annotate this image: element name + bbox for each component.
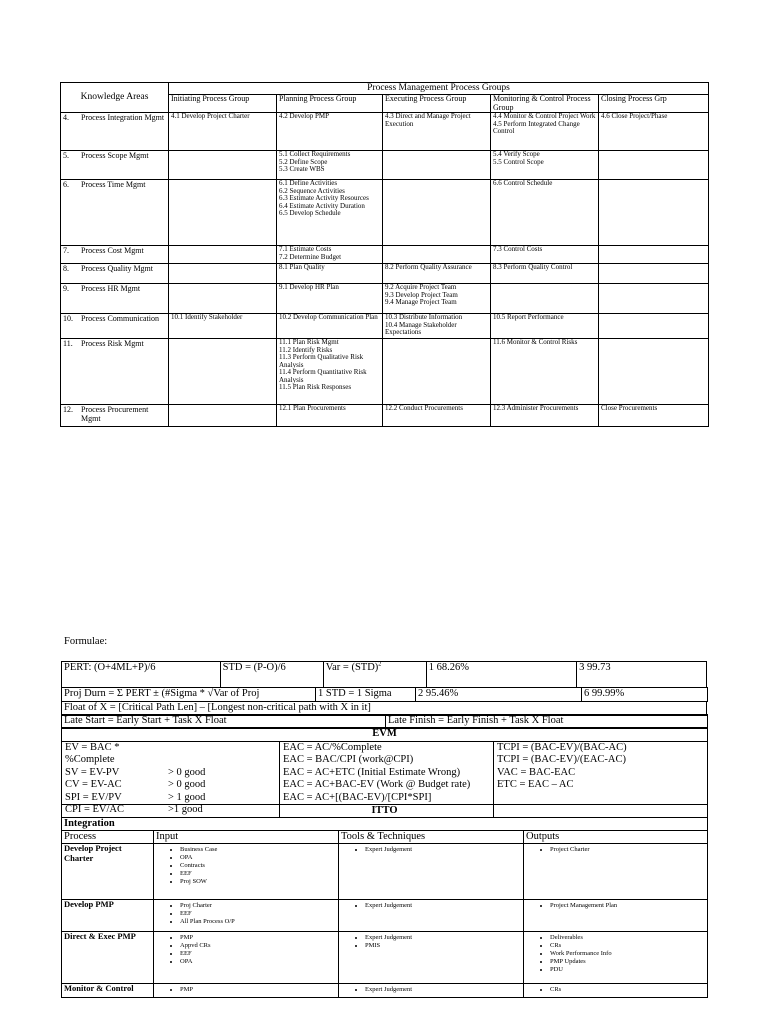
process-list xyxy=(171,113,274,121)
itto-inputs-cell xyxy=(154,984,339,998)
itto-process-name: Develop PMP xyxy=(62,900,154,932)
sigma-2: 2 95.46% xyxy=(416,688,582,702)
process-item: 4.2 Develop PMP xyxy=(279,112,329,120)
process-item: 11.5 Plan Risk Responses xyxy=(279,383,352,391)
itto-outputs-list xyxy=(524,934,707,974)
process-cell-monitoring xyxy=(491,180,599,246)
itto-tools-list xyxy=(339,902,523,910)
proj-durn-formula: Proj Durn = Σ PERT ± (#Sigma * √Var of Proj xyxy=(62,688,316,702)
column-header: Executing Process Group xyxy=(383,95,491,113)
itto-tools-list xyxy=(339,934,523,950)
knowledge-area-label xyxy=(63,264,166,273)
evm-formula-text: CV = EV-AC xyxy=(65,779,122,790)
column-header: Monitoring & Control Process Group xyxy=(491,95,599,113)
process-groups-header: Process Management Process Groups xyxy=(169,83,709,95)
process-cell-executing xyxy=(383,284,491,314)
process-cell-planning xyxy=(277,405,383,427)
process-item: 12.1 Plan Procurements xyxy=(279,404,346,412)
process-item: 7.3 Control Costs xyxy=(493,245,543,253)
process-item: 10.4 Manage Stakeholder Expectations xyxy=(385,320,457,336)
evm-formula xyxy=(65,742,276,767)
evm-formula-text: SPI = EV/PV xyxy=(65,791,122,803)
evm-formula xyxy=(65,767,276,780)
itto-tools-list xyxy=(339,986,523,994)
knowledge-area-cell xyxy=(61,264,169,284)
process-item: 10.5 Report Performance xyxy=(493,313,564,321)
process-cell-initiating xyxy=(169,314,277,339)
process-cell-monitoring xyxy=(491,151,599,180)
itto-inputs-item: • Proj Charter xyxy=(180,902,338,910)
itto-table xyxy=(61,804,708,998)
knowledge-area-label xyxy=(63,339,166,348)
process-item: 12.3 Administer Procurements xyxy=(493,404,579,412)
process-item: 11.6 Monitor & Control Risks xyxy=(493,338,578,346)
process-item: 4.5 Perform Integrated Change Control xyxy=(493,119,580,135)
process-cell-initiating xyxy=(169,151,277,180)
process-item: 7.1 Estimate Costs xyxy=(279,245,332,253)
itto-tools-cell xyxy=(339,984,524,998)
knowledge-area-row xyxy=(61,314,709,339)
knowledge-area-name: Process Cost Mgmt xyxy=(81,246,144,255)
column-header: Planning Process Group xyxy=(277,95,383,113)
process-list xyxy=(279,264,380,272)
process-item: 6.4 Estimate Activity Duration xyxy=(279,201,365,210)
process-item: 4.3 Direct and Manage Project Execution xyxy=(385,112,471,128)
process-cell-planning xyxy=(277,314,383,339)
process-cell-monitoring xyxy=(491,314,599,339)
evm-formula-note: > 0 good xyxy=(168,766,206,778)
knowledge-area-label xyxy=(63,405,166,423)
process-item: 6.2 Sequence Activities xyxy=(279,186,345,195)
itto-outputs-list xyxy=(524,902,707,910)
itto-process-name: Develop Project Charter xyxy=(62,844,154,900)
itto-header: Tools & Techniques xyxy=(339,831,524,844)
process-list xyxy=(493,151,596,166)
process-groups-table xyxy=(60,82,709,427)
knowledge-area-name: Process Integration Mgmt xyxy=(81,113,165,122)
itto-row xyxy=(62,932,708,984)
itto-outputs-item: • Project Charter xyxy=(550,846,707,854)
itto-inputs-item: • EEF xyxy=(180,870,338,878)
eac-formula: EAC = AC+BAC-EV (Work @ Budget rate) xyxy=(283,779,471,790)
process-list xyxy=(279,151,380,174)
process-cell-monitoring xyxy=(491,284,599,314)
itto-outputs-item: • PDU xyxy=(550,966,707,974)
process-cell-planning xyxy=(277,151,383,180)
process-list xyxy=(279,246,380,261)
knowledge-area-row xyxy=(61,113,709,151)
process-list xyxy=(601,113,706,121)
std-formula: STD = (P-O)/6 xyxy=(220,662,323,688)
process-item: 9.3 Develop Project Team xyxy=(385,290,458,299)
process-list xyxy=(385,264,488,272)
knowledge-area-name: Process Risk Mgmt xyxy=(81,339,144,348)
itto-tools-item: • Expert Judgement xyxy=(365,934,523,942)
process-cell-monitoring xyxy=(491,339,599,405)
knowledge-area-label xyxy=(63,113,166,122)
itto-inputs-item: • Business Case xyxy=(180,846,338,854)
process-item: 9.4 Manage Project Team xyxy=(385,298,457,306)
itto-outputs-item: • CRs xyxy=(550,942,707,950)
eac-formula: EAC = AC/%Complete xyxy=(283,741,382,753)
itto-tools-cell xyxy=(339,900,524,932)
itto-outputs-cell xyxy=(524,844,708,900)
sigma-1: 1 68.26% xyxy=(426,662,576,688)
itto-outputs-item: • Project Management Plan xyxy=(550,902,707,910)
itto-process-name: Direct & Exec PMP xyxy=(62,932,154,984)
process-cell-monitoring xyxy=(491,264,599,284)
evm-formula-note: >1 good xyxy=(168,804,203,815)
knowledge-area-cell xyxy=(61,339,169,405)
knowledge-area-row xyxy=(61,284,709,314)
itto-inputs-item: • Proj SOW xyxy=(180,878,338,886)
knowledge-area-label xyxy=(63,180,166,189)
itto-inputs-item: • All Plan Process O/P xyxy=(180,918,338,926)
process-item: 4.4 Monitor & Control Project Work xyxy=(493,112,596,120)
float-formula: Float of X = [Critical Path Len] – [Longest non-critical path with X in it] xyxy=(62,702,707,716)
process-cell-executing xyxy=(383,246,491,264)
itto-inputs-item: • Appvd CRs xyxy=(180,942,338,950)
knowledge-area-label xyxy=(63,314,166,323)
knowledge-area-name: Process HR Mgmt xyxy=(81,284,141,293)
itto-inputs-item: • EEF xyxy=(180,910,338,918)
process-list xyxy=(493,113,596,136)
process-item: 5.4 Verify Scope xyxy=(493,150,540,158)
process-list xyxy=(279,180,380,218)
itto-inputs-item: • OPA xyxy=(180,958,338,966)
process-list xyxy=(171,314,274,322)
knowledge-area-number: 8. xyxy=(63,264,69,273)
pert-formula: PERT: (O+4ML+P)/6 xyxy=(62,662,221,688)
process-item: 11.2 Identify Risks xyxy=(279,345,333,354)
process-item: 10.1 Identify Stakeholder xyxy=(171,313,243,321)
process-item: 5.3 Create WBS xyxy=(279,165,325,173)
process-item: 8.2 Perform Quality Assurance xyxy=(385,263,472,271)
evm-formula-text: SV = EV-PV xyxy=(65,766,120,778)
itto-process-name: Monitor & Control xyxy=(62,984,154,998)
eac-formula: EAC = AC+[(BAC-EV)/[CPI*SPI] xyxy=(283,791,432,803)
process-cell-executing xyxy=(383,264,491,284)
process-list xyxy=(279,113,380,121)
knowledge-area-number: 10. xyxy=(63,314,73,323)
process-list xyxy=(385,284,488,307)
process-item: 12.2 Conduct Procurements xyxy=(385,404,463,412)
process-cell-closing xyxy=(599,246,709,264)
itto-header: Outputs xyxy=(524,831,708,844)
itto-inputs-list xyxy=(154,902,338,926)
evm-formula-text: EV = BAC * %Complete xyxy=(65,741,120,765)
knowledge-area-number: 9. xyxy=(63,284,69,293)
process-cell-closing xyxy=(599,314,709,339)
itto-inputs-item: • EEF xyxy=(180,950,338,958)
process-item: 6.5 Develop Schedule xyxy=(279,209,341,217)
process-cell-executing xyxy=(383,151,491,180)
process-item: 5.1 Collect Requirements xyxy=(279,150,351,158)
process-cell-executing xyxy=(383,314,491,339)
eac-formula: EAC = AC+ETC (Initial Estimate Wrong) xyxy=(283,766,461,778)
process-cell-closing xyxy=(599,339,709,405)
process-item: Close Procurements xyxy=(601,404,658,412)
process-item: 7.2 Determine Budget xyxy=(279,252,342,261)
process-cell-planning xyxy=(277,264,383,284)
process-item: 5.5 Control Scope xyxy=(493,157,544,166)
itto-outputs-list xyxy=(524,846,707,854)
process-cell-initiating xyxy=(169,180,277,246)
late-start-formula: Late Start = Early Start + Task X Float xyxy=(62,715,386,729)
process-cell-initiating xyxy=(169,113,277,151)
knowledge-area-cell xyxy=(61,314,169,339)
itto-inputs-cell xyxy=(154,844,339,900)
process-item: 5.2 Define Scope xyxy=(279,157,328,166)
itto-inputs-item: • PMP xyxy=(180,934,338,942)
itto-tools-cell xyxy=(339,932,524,984)
tcpi-formula: TCPI = (BAC-EV)/(BAC-AC) xyxy=(497,741,627,753)
itto-outputs-list xyxy=(524,986,707,994)
tcpi-formula: VAC = BAC-EAC xyxy=(497,766,576,778)
itto-row xyxy=(62,844,708,900)
evm-formula-note: > 1 good xyxy=(168,791,206,803)
process-cell-monitoring xyxy=(491,246,599,264)
process-list xyxy=(493,314,596,322)
process-list xyxy=(385,405,488,413)
process-cell-closing xyxy=(599,113,709,151)
process-cell-initiating xyxy=(169,405,277,427)
process-list xyxy=(493,180,596,188)
process-cell-closing xyxy=(599,284,709,314)
itto-section-integration: Integration xyxy=(62,818,708,831)
process-list xyxy=(493,339,596,347)
knowledge-area-label xyxy=(63,151,166,160)
process-cell-initiating xyxy=(169,246,277,264)
process-list xyxy=(279,405,380,413)
sigma-3: 3 99.73 xyxy=(577,662,707,688)
process-list xyxy=(279,314,380,322)
process-cell-planning xyxy=(277,339,383,405)
itto-header: Process xyxy=(62,831,154,844)
process-item: 8.1 Plan Quality xyxy=(279,263,325,271)
process-list xyxy=(279,284,380,292)
process-list xyxy=(385,113,488,128)
process-cell-closing xyxy=(599,151,709,180)
evm-formula xyxy=(65,779,276,792)
itto-tools-cell xyxy=(339,844,524,900)
pert-row xyxy=(61,661,707,688)
process-cell-planning xyxy=(277,180,383,246)
process-item: 9.1 Develop HR Plan xyxy=(279,283,339,291)
process-cell-monitoring xyxy=(491,405,599,427)
one-std: 1 STD = 1 Sigma xyxy=(316,688,416,702)
knowledge-area-label xyxy=(63,246,166,255)
knowledge-area-cell xyxy=(61,284,169,314)
column-header: Closing Process Grp xyxy=(599,95,709,113)
knowledge-area-number: 7. xyxy=(63,246,69,255)
process-list xyxy=(279,339,380,392)
process-cell-closing xyxy=(599,264,709,284)
knowledge-area-number: 12. xyxy=(63,405,73,414)
itto-inputs-cell xyxy=(154,932,339,984)
itto-inputs-item: • OPA xyxy=(180,854,338,862)
knowledge-area-number: 5. xyxy=(63,151,69,160)
knowledge-area-row xyxy=(61,339,709,405)
formulae-label: Formulae: xyxy=(64,636,108,647)
process-cell-planning xyxy=(277,113,383,151)
process-item: 10.2 Develop Communication Plan xyxy=(279,313,378,321)
knowledge-area-name: Process Communication xyxy=(81,314,159,323)
knowledge-area-cell xyxy=(61,180,169,246)
itto-outputs-item: • PMP Updates xyxy=(550,958,707,966)
knowledge-area-row xyxy=(61,405,709,427)
process-item: 8.3 Perform Quality Control xyxy=(493,263,573,271)
process-cell-executing xyxy=(383,405,491,427)
itto-tools-item: • Expert Judgement xyxy=(365,902,523,910)
knowledge-area-name: Process Scope Mgmt xyxy=(81,151,149,160)
process-cell-executing xyxy=(383,339,491,405)
process-item: 4.1 Develop Project Charter xyxy=(171,112,250,120)
process-list xyxy=(493,264,596,272)
tcpi-formula: TCPI = (BAC-EV)/(EAC-AC) xyxy=(497,754,626,765)
process-cell-planning xyxy=(277,246,383,264)
column-header: Initiating Process Group xyxy=(169,95,277,113)
evm-formula-text: CPI = EV/AC xyxy=(65,804,125,815)
itto-tools-list xyxy=(339,846,523,854)
itto-inputs-list xyxy=(154,846,338,886)
knowledge-area-number: 4. xyxy=(63,113,69,122)
eac-formula: EAC = BAC/CPI (work@CPI) xyxy=(283,754,414,765)
process-item: 4.6 Close Project/Phase xyxy=(601,112,668,120)
proj-durn-row xyxy=(61,687,708,702)
evm-formula xyxy=(65,792,276,805)
itto-inputs-cell xyxy=(154,900,339,932)
itto-title: ITTO xyxy=(62,805,708,818)
itto-header: Input xyxy=(154,831,339,844)
knowledge-area-cell xyxy=(61,246,169,264)
process-cell-closing xyxy=(599,180,709,246)
itto-inputs-list xyxy=(154,986,338,994)
itto-inputs-item: • PMP xyxy=(180,986,338,994)
itto-outputs-item: • Deliverables xyxy=(550,934,707,942)
process-item: 11.1 Plan Risk Mgmt xyxy=(279,338,339,346)
process-item: 6.1 Define Activities xyxy=(279,179,338,187)
knowledge-area-row xyxy=(61,264,709,284)
knowledge-area-name: Process Quality Mgmt xyxy=(81,264,153,273)
process-list xyxy=(385,314,488,337)
knowledge-area-name: Process Procurement Mgmt xyxy=(81,405,149,423)
itto-tools-item: • Expert Judgement xyxy=(365,986,523,994)
itto-row xyxy=(62,900,708,932)
knowledge-area-row xyxy=(61,246,709,264)
process-cell-executing xyxy=(383,180,491,246)
var-formula: Var = (STD)$^2$ xyxy=(323,662,426,688)
knowledge-area-row xyxy=(61,151,709,180)
process-cell-planning xyxy=(277,284,383,314)
itto-outputs-cell xyxy=(524,932,708,984)
itto-tools-item: • PMIS xyxy=(365,942,523,950)
knowledge-area-cell xyxy=(61,151,169,180)
process-list xyxy=(493,246,596,254)
process-list xyxy=(601,405,706,413)
itto-outputs-item: • Work Performance Info xyxy=(550,950,707,958)
itto-tools-item: • Expert Judgement xyxy=(365,846,523,854)
knowledge-areas-header: Knowledge Areas xyxy=(61,83,169,113)
process-cell-initiating xyxy=(169,284,277,314)
process-item: 11.4 Perform Quantitative Risk Analysis xyxy=(279,368,367,384)
process-cell-initiating xyxy=(169,264,277,284)
evm-formula-note: > 0 good xyxy=(168,779,206,790)
knowledge-area-cell xyxy=(61,113,169,151)
itto-inputs-list xyxy=(154,934,338,966)
process-item: 11.3 Perform Qualitative Risk Analysis xyxy=(279,353,364,369)
itto-outputs-cell xyxy=(524,900,708,932)
process-cell-executing xyxy=(383,113,491,151)
itto-outputs-item: • CRs xyxy=(550,986,707,994)
knowledge-area-number: 11. xyxy=(63,339,73,348)
knowledge-area-label xyxy=(63,284,166,293)
tcpi-formula: ETC = EAC – AC xyxy=(497,779,574,790)
process-item: 6.6 Control Schedule xyxy=(493,179,553,187)
process-item: 6.3 Estimate Activity Resources xyxy=(279,194,369,202)
knowledge-area-row xyxy=(61,180,709,246)
knowledge-area-cell xyxy=(61,405,169,427)
itto-row xyxy=(62,984,708,998)
itto-inputs-item: • Contracts xyxy=(180,862,338,870)
process-item: 10.3 Distribute Information xyxy=(385,313,463,321)
process-cell-monitoring xyxy=(491,113,599,151)
knowledge-area-name: Process Time Mgmt xyxy=(81,180,146,189)
knowledge-area-number: 6. xyxy=(63,180,69,189)
evm-title: EVM xyxy=(62,728,708,742)
process-item: 9.2 Acquire Project Team xyxy=(385,283,457,291)
process-cell-initiating xyxy=(169,339,277,405)
sigma-6: 6 99.99% xyxy=(582,688,708,702)
process-list xyxy=(493,405,596,413)
late-finish-formula: Late Finish = Early Finish + Task X Float xyxy=(386,715,708,729)
process-cell-closing xyxy=(599,405,709,427)
itto-outputs-cell xyxy=(524,984,708,998)
